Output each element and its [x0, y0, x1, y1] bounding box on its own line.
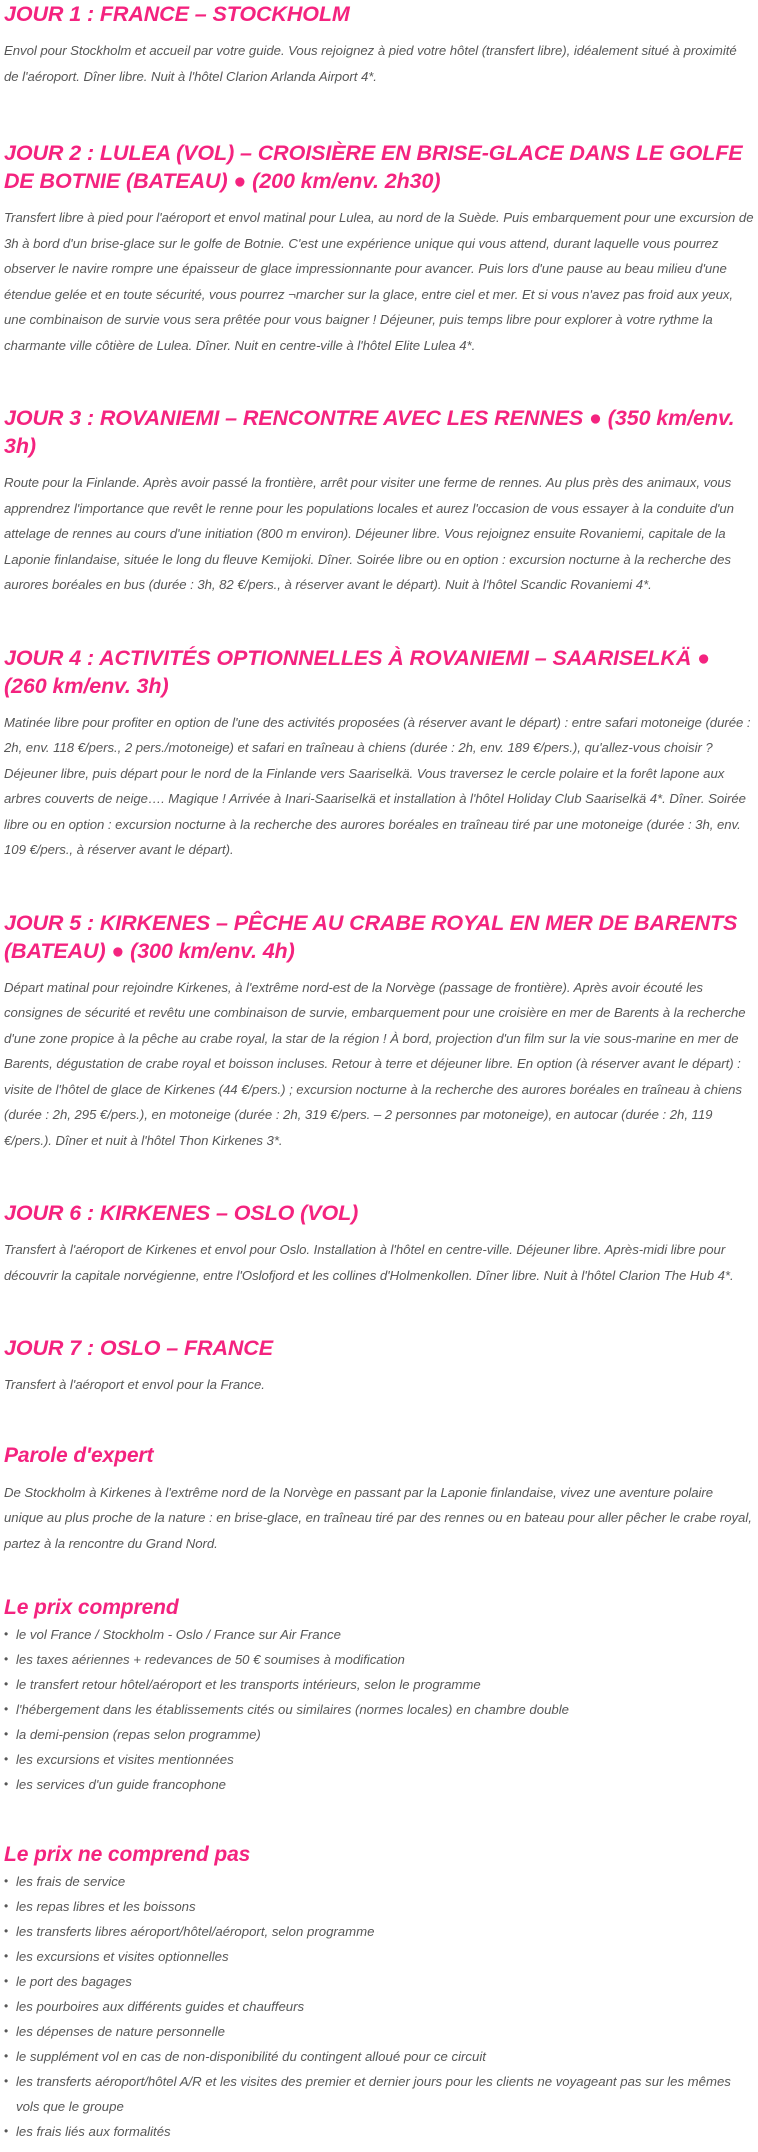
day-title-3: JOUR 3 : ROVANIEMI – RENCONTRE AVEC LES RENNES ● (350 km/env. 3h): [4, 406, 735, 458]
list-item: • les transferts aéroport/hôtel A/R et les visites des premier et dernier jours pour les clients ne voyageant pas sur les mêmes vols que le groupe: [4, 2069, 754, 2119]
expert-block: [4, 1442, 754, 1557]
day-block-7: [4, 1334, 754, 1398]
list-item: • les taxes aériennes + redevances de 50 € soumises à modification: [4, 1647, 754, 1672]
day-title-1: JOUR 1 : FRANCE – STOCKHOLM: [4, 2, 350, 26]
list-item: • les excursions et visites optionnelles: [4, 1944, 754, 1969]
spacer: [4, 1797, 754, 1841]
list-item: • les frais liés aux formalités: [4, 2119, 754, 2144]
day-title-5: JOUR 5 : KIRKENES – PÊCHE AU CRABE ROYAL EN MER DE BARENTS (BATEAU) ● (300 km/env. 4h): [4, 910, 738, 963]
day-text-4: Matinée libre pour profiter en option de l'une des activités proposées (à réserver avant le départ) : entre safari motoneige (durée : 2h, env. 118 €/pers., 2 pers./motoneige) et safari en traîneau à chiens (durée : 2h, env. 189 €/pers.), qu'allez-vous choisir ? Déjeuner libre, puis départ pour le nord de la Finlande vers Saariselkä. Vous traversez le cercle polaire et la forêt lapone aux arbres couverts de neige…. Magique ! Arrivée à Inari-Saariselkä et installation à l'hôtel Holiday Club Saariselkä 4*. Dîner. Soirée libre ou en option : excursion nocturne à la recherche des aurores boréales en traîneau tiré par une motoneige (durée : 3h, env. 109 €/pers., à réserver avant le départ).: [4, 714, 751, 857]
spacer: [4, 1288, 754, 1334]
day-title-6: JOUR 6 : KIRKENES – OSLO (VOL): [4, 1201, 359, 1225]
list-item: • l'hébergement dans les établissements cités ou similaires (normes locales) en chambre double: [4, 1697, 754, 1722]
day-text-5: Départ matinal pour rejoindre Kirkenes, à l'extrême nord-est de la Norvège (passage de frontière). Après avoir écouté les consignes de sécurité et revêtu une combinaison de survie, embarquement pour une croisière en mer de Barents à la recherche d'une zone propice à la pêche au crabe royal, la star de la région ! À bord, projection d'un film sur la vie sous-marine en mer de Barents, dégustation de crabe royal et boisson incluses. Retour à terre et déjeuner libre. En option (à réserver avant le départ) : visite de l'hôtel de glace de Kirkenes (44 €/pers.) ; excursion nocturne à la recherche des aurores boréales en traîneau à chiens (durée : 2h, 295 €/pers.), en motoneige (durée : 2h, 319 €/pers. – 2 personnes par motoneige), en autocar (durée : 2h, 119 €/pers.). Dîner et nuit à l'hôtel Thon Kirkenes 3*.: [4, 979, 746, 1148]
included-block: [4, 1594, 754, 1797]
spacer: [4, 358, 754, 404]
list-item: • le supplément vol en cas de non-disponibilité du contingent alloué pour ce circuit: [4, 2044, 754, 2069]
spacer: [4, 195, 754, 205]
day-text-6: Transfert à l'aéroport de Kirkenes et envol pour Oslo. Installation à l'hôtel en centre-ville. Déjeuner libre. Après-midi libre pour découvrir la capitale norvégienne, entre l'Oslofjord et les collines d'Holmenkollen. Dîner libre. Nuit à l'hôtel Clarion The Hub 4*.: [4, 1242, 734, 1283]
spacer: [4, 460, 754, 470]
list-item: • la demi-pension (repas selon programme): [4, 1722, 754, 1747]
list-item: • les dépenses de nature personnelle: [4, 2019, 754, 2044]
list-item: • les services d'un guide francophone: [4, 1772, 754, 1797]
not-included-list: [4, 1869, 754, 2144]
day-title-2: JOUR 2 : LULEA (VOL) – CROISIÈRE EN BRISE-GLACE DANS LE GOLFE DE BOTNIE (BATEAU) ● (200 km/env. 2h30): [4, 141, 743, 193]
day-block-3: [4, 404, 754, 598]
not-included-title: Le prix ne comprend pas: [4, 1843, 251, 1866]
spacer: [4, 1398, 754, 1442]
spacer: [4, 1362, 754, 1372]
day-text-2: Transfert libre à pied pour l'aéroport et envol matinal pour Lulea, au nord de la Suède. Puis embarquement pour une excursion de 3h à bord d'un brise-glace sur le golfe de Botnie. C'est une expérience unique qui vous attend, durant laquelle vous pourrez observer le navire rompre une épaisseur de glace impressionnante pour avancer. Puis lors d'une pause au beau milieu d'une étendue gelée et en toute sécurité, vous pourrez ¬marcher sur la glace, entre ciel et mer. Et si vous n'avez pas froid aux yeux, une combinaison de survie vous sera prêtée pour vous baigner ! Déjeuner, puis temps libre pour explorer à votre rythme la charmante ville côtière de Lulea. Dîner. Nuit en centre-ville à l'hôtel Elite Lulea 4*.: [4, 210, 754, 353]
day-text-1: Envol pour Stockholm et accueil par votre guide. Vous rejoignez à pied votre hôtel (transfert libre), idéalement situé à proximité de l'aéroport. Dîner libre. Nuit à l'hôtel Clarion Arlanda Airport 4*.: [4, 43, 737, 84]
day-title-7: JOUR 7 : OSLO – FRANCE: [4, 1336, 273, 1360]
list-item: • le port des bagages: [4, 1969, 754, 1994]
expert-text: De Stockholm à Kirkenes à l'extrême nord de la Norvège en passant par la Laponie finlandaise, vivez une aventure polaire unique au plus proche de la nature : en brise-glace, en traîneau tiré par des rennes ou en bateau pour aller pêcher le crabe royal, partez à la rencontre du Grand Nord.: [4, 1484, 752, 1551]
spacer: [4, 1227, 754, 1237]
list-item: • les excursions et visites mentionnées: [4, 1747, 754, 1772]
list-item: • les repas libres et les boissons: [4, 1894, 754, 1919]
day-block-2: [4, 139, 754, 358]
expert-title: Parole d'expert: [4, 1443, 154, 1467]
day-block-6: [4, 1199, 754, 1288]
spacer: [4, 700, 754, 710]
spacer: [4, 598, 754, 644]
spacer: [4, 863, 754, 909]
list-item: • les frais de service: [4, 1869, 754, 1894]
included-list: [4, 1622, 754, 1797]
list-item: • les pourboires aux différents guides et chauffeurs: [4, 1994, 754, 2019]
day-text-3: Route pour la Finlande. Après avoir passé la frontière, arrêt pour visiter une ferme de rennes. Au plus près des animaux, vous apprendrez l'importance que revêt le renne pour les populations locales et aurez l'occasion de vous essayer à la conduite d'un attelage de rennes au cours d'une initiation (800 m environ). Déjeuner libre. Vous rejoignez ensuite Rovaniemi, capitale de la Laponie finlandaise, située le long du fleuve Kemijoki. Dîner. Soirée libre ou en option : excursion nocturne à la recherche des aurores boréales en bus (durée : 3h, 82 €/pers., à réserver avant le départ). Nuit à l'hôtel Scandic Rovaniemi 4*.: [4, 475, 734, 592]
spacer: [4, 965, 754, 975]
day-block-4: [4, 644, 754, 863]
included-title: Le prix comprend: [4, 1596, 179, 1619]
day-title-4: JOUR 4 : ACTIVITÉS OPTIONNELLES À ROVANIEMI – SAARISELKÄ ● (260 km/env. 3h): [4, 645, 711, 698]
spacer: [4, 1470, 754, 1480]
spacer: [4, 28, 754, 38]
day-block-5: [4, 909, 754, 1154]
day-block-1: [4, 0, 754, 89]
list-item: • les transferts libres aéroport/hôtel/aéroport, selon programme: [4, 1919, 754, 1944]
list-item: • le transfert retour hôtel/aéroport et les transports intérieurs, selon le programme: [4, 1672, 754, 1697]
spacer: [4, 1556, 754, 1594]
spacer: [4, 1153, 754, 1199]
spacer: [4, 89, 754, 139]
list-item: • le vol France / Stockholm - Oslo / France sur Air France: [4, 1622, 754, 1647]
day-text-7: Transfert à l'aéroport et envol pour la France.: [4, 1377, 265, 1392]
not-included-block: [4, 1841, 754, 2144]
